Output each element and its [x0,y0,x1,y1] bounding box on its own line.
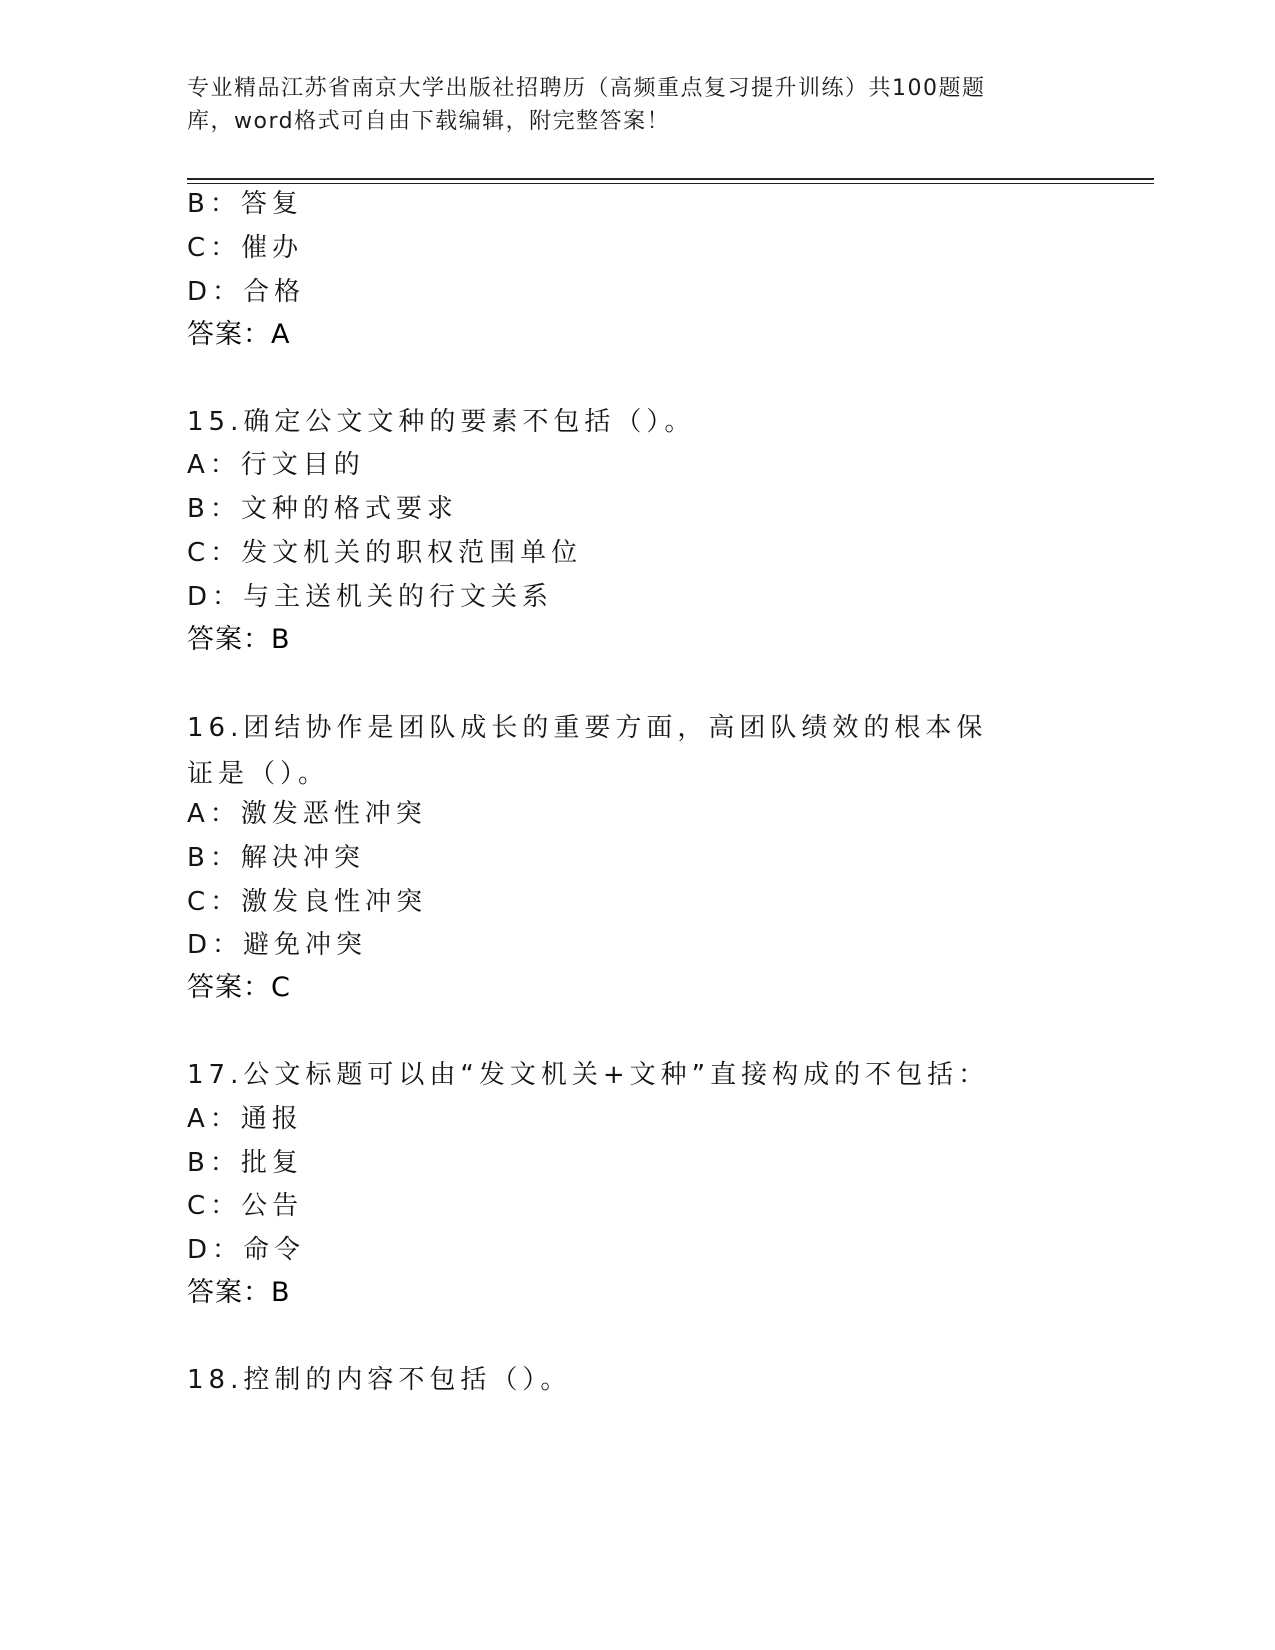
question-text: 18.控制的内容不包括（）。 [187,1365,572,1395]
document-header: 专业精品江苏省南京大学出版社招聘历（高频重点复习提升训练）共100题题库，word格式可自由下载编辑，附完整答案！ [187,76,986,134]
option-d: D：避免冲突 [187,930,368,960]
option-a: A：行文目的 [187,450,365,480]
option-c: C：公告 [187,1191,304,1221]
option-d: D：命令 [187,1235,306,1265]
option-c: C：催办 [187,233,304,263]
question-text: 17.公文标题可以由“发文机关+文种”直接构成的不包括： [187,1060,990,1090]
option-b: B：文种的格式要求 [187,494,458,524]
answer-line: 答案：C [187,972,291,1003]
question-text: 15.确定公文文种的要素不包括（）。 [187,407,696,437]
option-d: D：与主送机关的行文关系 [187,582,554,612]
option-c: C：激发良性冲突 [187,887,428,917]
option-b: B：批复 [187,1148,303,1178]
answer-line: 答案：A [187,319,291,350]
header-divider [187,178,1154,180]
option-b: B：答复 [187,189,303,219]
header-divider-thin [187,183,1154,184]
answer-line: 答案：B [187,624,291,655]
option-d: D：合格 [187,277,306,307]
option-a: A：激发恶性冲突 [187,799,427,829]
option-a: A：通报 [187,1104,303,1134]
option-c: C：发文机关的职权范围单位 [187,538,583,568]
question-text: 16.团结协作是团队成长的重要方面，高团队绩效的根本保证是（）。 [187,713,988,789]
option-b: B：解决冲突 [187,843,365,873]
answer-line: 答案：B [187,1277,291,1308]
